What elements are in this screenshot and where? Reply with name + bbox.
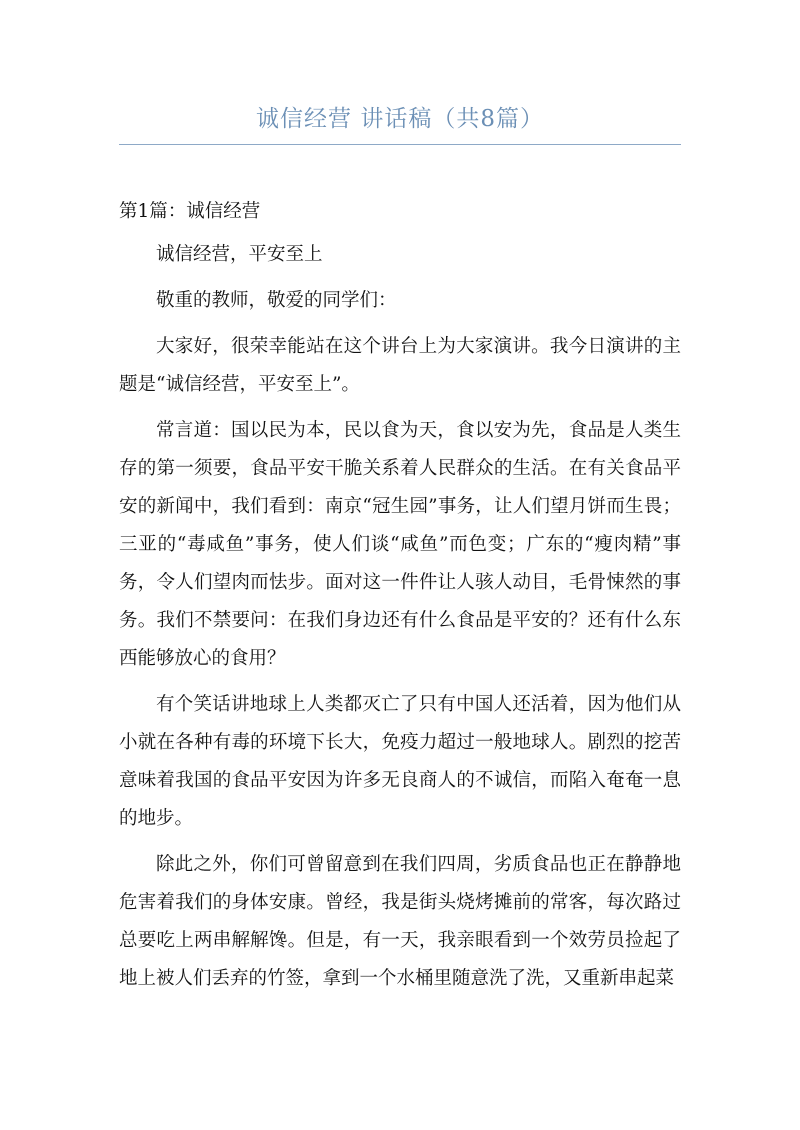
title-divider xyxy=(119,144,681,145)
document-title: 诚信经营 讲话稿（共8篇） xyxy=(256,106,544,132)
document-body xyxy=(119,196,681,1006)
paragraph: 常言道：国以民为本，民以食为天，食以安为先，食品是人类生存的第一须要，食品平安干脆关系着人民群众的生活。在有关食品平安的新闻中，我们看到：南京“冠生园”事务，让人们望月饼而生畏；三亚的“毒咸鱼”事务，使人们谈“咸鱼”而色变；广东的“瘦肉精”事务，令人们望肉而怯步。面对这一件件让人骇人动目，毛骨悚然的事务。我们不禁要问：在我们身边还有什么食品是平安的？还有什么东西能够放心的食用？ xyxy=(119,420,681,669)
paragraph: 有个笑话讲地球上人类都灭亡了只有中国人还活着，因为他们从小就在各种有毒的环境下长大，免疫力超过一般地球人。剧烈的挖苦意味着我国的食品平安因为许多无良商人的不诚信，而陷入奄奄一息的地步。 xyxy=(119,694,681,829)
paragraph: 敬重的教师，敬爱的同学们： xyxy=(156,290,397,311)
paragraph: 大家好，很荣幸能站在这个讲台上为大家演讲。我今日演讲的主题是“诚信经营，平安至上”。 xyxy=(119,336,681,395)
chapter-heading: 第1篇：诚信经营 xyxy=(119,201,261,222)
paragraph: 除此之外，你们可曾留意到在我们四周，劣质食品也正在静静地危害着我们的身体安康。曾经，我是街头烧烤摊前的常客，每次路过总要吃上两串解解馋。但是，有一天，我亲眼看到一个效劳员捡起了地上被人们丢弃的竹签，拿到一个水桶里随意洗了洗，又重新串起菜 xyxy=(119,854,681,989)
paragraph: 诚信经营，平安至上 xyxy=(156,244,323,265)
